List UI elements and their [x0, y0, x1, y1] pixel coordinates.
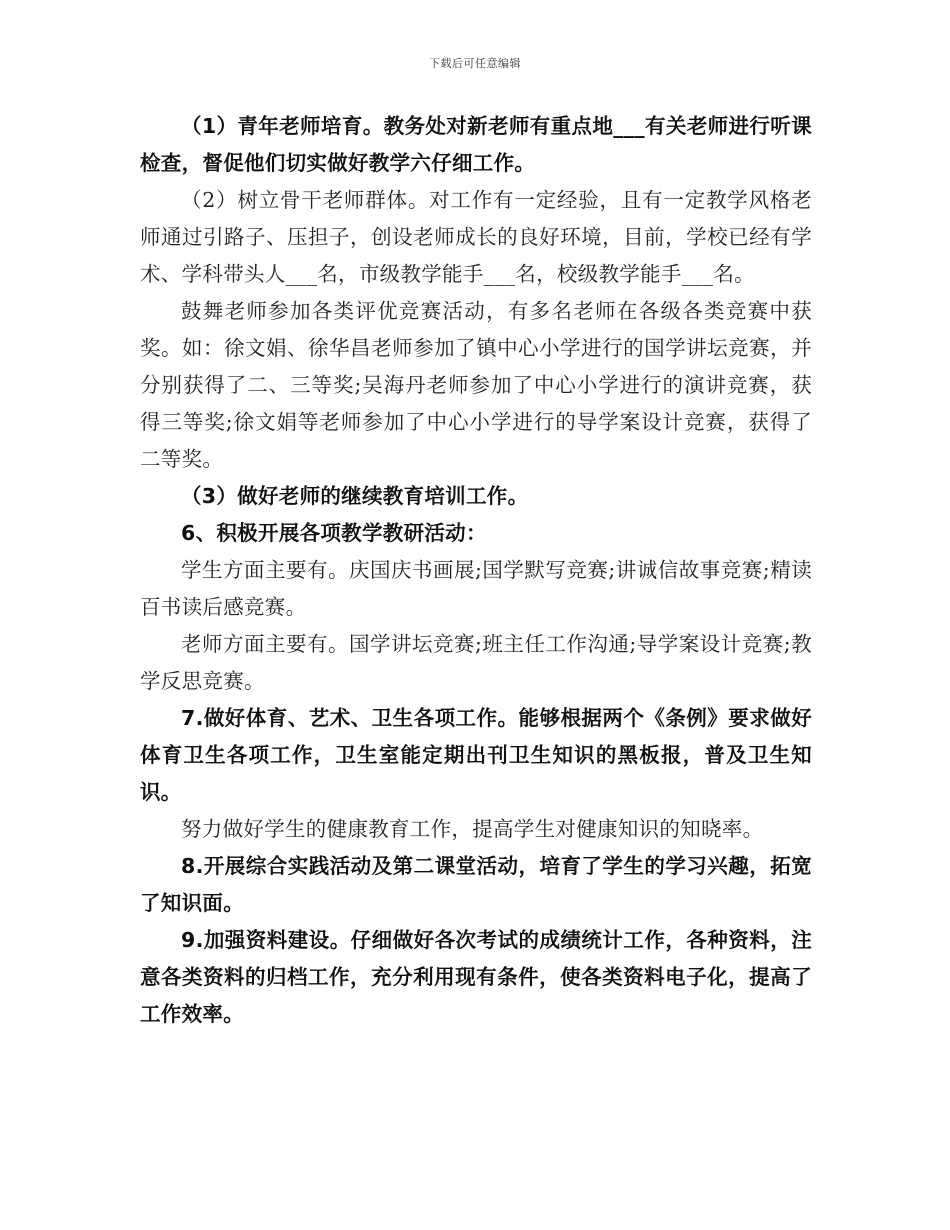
paragraph-sports-arts-health: 7.做好体育、艺术、卫生各项工作。能够根据两个《条例》要求做好体育卫生各项工作，卫生室能定期出刊卫生知识的黑板报，普及卫生知识。 — [140, 706, 812, 804]
paragraph-teacher-activities: 老师方面主要有。国学讲坛竞赛;班主任工作沟通;导学案设计竞赛;教学反思竞赛。 — [140, 632, 812, 693]
paragraph-young-teacher-training: （1）青年老师培育。教务处对新老师有重点地___有关老师进行听课检查，督促他们切实做好教学六仔细工作。 — [140, 114, 812, 175]
paragraph-continuing-education: （3）做好老师的继续教育培训工作。 — [181, 484, 529, 508]
paragraph-records-management: 9.加强资料建设。仔细做好各次考试的成绩统计工作，各种资料，注意各类资料的归档工作，充分利用现有条件，使各类资料电子化，提高了工作效率。 — [140, 928, 812, 1026]
paragraph-competition-awards: 鼓舞老师参加各类评优竞赛活动，有多名老师在各级各类竞赛中获奖。如：徐文娟、徐华昌老师参加了镇中心小学进行的国学讲坛竞赛，并分别获得了二、三等奖;吴海丹老师参加了中心小学进行的演讲竞赛，获得三等奖;徐文娟等老师参加了中心小学进行的导学案设计竞赛，获得了二等奖。 — [140, 299, 812, 471]
paragraph-practice-activities: 8.开展综合实践活动及第二课堂活动，培育了学生的学习兴趣，拓宽了知识面。 — [140, 854, 812, 915]
paragraph-student-activities: 学生方面主要有。庆国庆书画展;国学默写竞赛;讲诚信故事竞赛;精读百书读后感竞赛。 — [140, 558, 812, 619]
paragraph-teaching-research: 6、积极开展各项教学教研活动： — [181, 521, 487, 545]
page-header: 下载后可任意编辑 — [429, 57, 521, 70]
paragraph-backbone-teachers: （2）树立骨干老师群体。对工作有一定经验，且有一定教学风格老师通过引路子、压担子，创设老师成长的良好环境，目前，学校已经有学术、学科带头人___名，市级教学能手___名，校级教学能手___名。 — [140, 188, 812, 286]
document-body — [140, 108, 812, 1033]
paragraph-health-education: 努力做好学生的健康教育工作，提高学生对健康知识的知晓率。 — [181, 817, 764, 841]
